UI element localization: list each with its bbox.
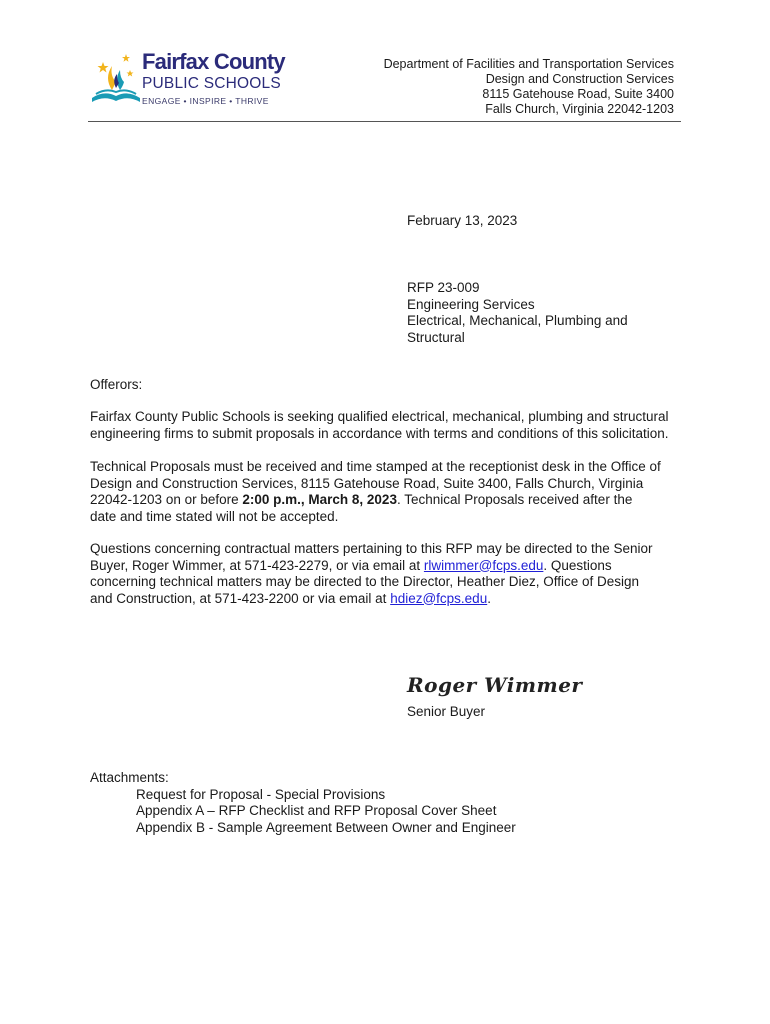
paragraph-deadline <box>90 459 690 525</box>
text-line: concerning technical matters may be directed to the Director, Heather Diez, Office of Design <box>90 574 640 589</box>
signer-title: Senior Buyer <box>407 704 486 719</box>
address-line: 8115 Gatehouse Road, Suite 3400 <box>482 87 674 101</box>
text-span: Buyer, Roger Wimmer, at 571-423-2279, or via email at <box>90 557 424 573</box>
attachment-item: Appendix A – RFP Checklist and RFP Proposal Cover Sheet <box>136 803 497 818</box>
address-line: Falls Church, Virginia 22042-1203 <box>485 102 674 116</box>
header-divider <box>88 121 681 122</box>
logo-tagline: ENGAGE • INSPIRE • THRIVE <box>142 96 269 106</box>
text-line: engineering firms to submit proposals in accordance with terms and conditions of this solicitation. <box>90 425 669 441</box>
text-span: . Questions <box>543 557 612 573</box>
paragraph-contacts <box>90 541 690 607</box>
rfp-reference <box>407 280 628 346</box>
rfp-line: Structural <box>407 329 465 345</box>
text-line <box>90 492 690 509</box>
attachments-list <box>90 770 516 836</box>
attachments-label: Attachments: <box>90 770 169 785</box>
text-line <box>90 591 690 608</box>
email-link-hdiez[interactable]: hdiez@fcps.edu <box>390 590 488 606</box>
text-line: date and time stated will not be accepted. <box>90 508 339 524</box>
text-span: . Technical Proposals received after the <box>396 492 633 507</box>
deadline-datetime: 2:00 p.m., March 8, 2023 <box>242 492 397 507</box>
text-line <box>90 558 690 575</box>
text-line: Technical Proposals must be received and time stamped at the receptionist desk in the Office of <box>90 459 661 474</box>
address-line: Design and Construction Services <box>485 72 674 86</box>
text-span: 22042-1203 on or before <box>90 492 243 507</box>
letter-date: February 13, 2023 <box>407 213 518 228</box>
rfp-line: Engineering Services <box>407 296 535 312</box>
text-span: . <box>487 590 491 606</box>
address-line: Department of Facilities and Transportation Services <box>383 57 674 71</box>
paragraph-intro <box>90 409 690 442</box>
email-link-rlwimmer[interactable]: rlwimmer@fcps.edu <box>423 557 544 573</box>
text-line: Fairfax County Public Schools is seeking qualified electrical, mechanical, plumbing and structural <box>90 409 669 424</box>
text-span: and Construction, at 571-423-2200 or via email at <box>90 590 391 606</box>
attachment-item: Request for Proposal - Special Provisions <box>136 786 386 802</box>
letterhead-address <box>384 57 674 117</box>
logo-subtitle: PUBLIC SCHOOLS <box>142 75 281 92</box>
text-line: Questions concerning contractual matters pertaining to this RFP may be directed to the Senior <box>90 541 653 556</box>
attachment-item: Appendix B - Sample Agreement Between Owner and Engineer <box>136 819 516 835</box>
logo-title: Fairfax County <box>142 49 285 74</box>
text-line: Design and Construction Services, 8115 Gatehouse Road, Suite 3400, Falls Church, Virginia <box>90 475 644 491</box>
signature: Roger Wimmer <box>407 673 583 697</box>
rfp-line: Electrical, Mechanical, Plumbing and <box>407 313 628 328</box>
salutation: Offerors: <box>90 377 143 392</box>
rfp-number: RFP 23-009 <box>407 280 480 295</box>
